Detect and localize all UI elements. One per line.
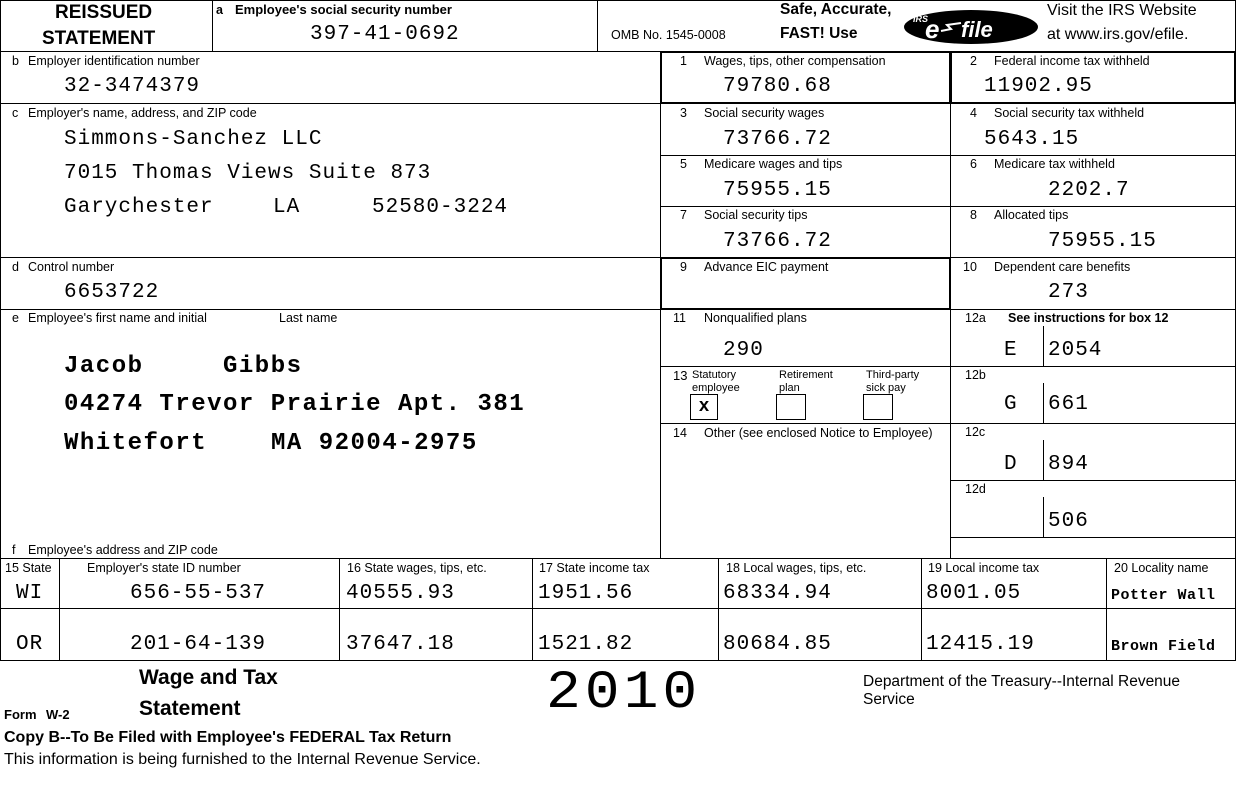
box-b-letter: b [12,54,19,68]
employer-zip: 52580-3224 [372,196,509,219]
box12b-number: 12b [965,368,986,382]
employer-city: Garychester [64,196,214,219]
retirement-label-line2: plan [779,382,800,394]
box10-value: 273 [1048,281,1089,304]
box10-number: 10 [963,260,977,274]
row1-state-tax: 1951.56 [538,582,634,605]
box4-number: 4 [970,106,977,120]
box6-value: 2202.7 [1048,179,1130,202]
svg-text:IRS: IRS [913,14,929,24]
row2-locality: Brown Field [1111,638,1216,655]
employee-state-zip: MA 92004-2975 [271,430,478,457]
box-e-label: Employee's first name and initial [28,311,207,325]
box-f-letter: f [12,543,16,557]
ein-value: 32-3474379 [64,75,201,98]
box-c-letter: c [12,106,19,120]
col-state-tax-header: 17 State income tax [539,561,650,575]
box6-label: Medicare tax withheld [994,157,1115,171]
box-a-label: Employee's social security number [235,2,452,17]
employer-street: 7015 Thomas Views Suite 873 [64,162,432,185]
box-d-letter: d [12,260,19,274]
box12-label: See instructions for box 12 [1008,311,1169,325]
box12c-code: D [1004,453,1018,476]
box2-number: 2 [970,54,977,68]
box-d-label: Control number [28,260,115,274]
control-number-value: 6653722 [64,281,160,304]
row1-local-wages: 68334.94 [723,582,832,605]
box2-label: Federal income tax withheld [994,54,1150,68]
box1-label: Wages, tips, other compensation [704,54,886,68]
col-state-wages-header: 16 State wages, tips, etc. [347,561,487,575]
box1-number: 1 [680,54,687,68]
box9-label: Advance EIC payment [704,260,829,274]
row2-state-tax: 1521.82 [538,633,634,656]
retirement-label-line1: Retirement [779,369,833,381]
box3-number: 3 [680,106,687,120]
box12c-number: 12c [965,425,986,439]
box11-number: 11 [673,311,686,325]
svg-text:file: file [961,17,993,42]
row1-local-tax: 8001.05 [926,582,1022,605]
box12a-value: 2054 [1048,339,1103,362]
box8-value: 75955.15 [1048,230,1157,253]
irs-efile-logo [903,9,1039,45]
tax-year: 2010 [546,664,702,724]
row1-state-id: 656-55-537 [130,582,267,605]
col-local-wages-header: 18 Local wages, tips, etc. [726,561,867,575]
box12a-number: 12a [965,311,986,325]
statutory-employee-checkbox[interactable]: x [690,394,718,420]
box5-value: 75955.15 [723,179,832,202]
box1-value: 79780.68 [723,75,832,98]
row1-state-wages: 40555.93 [346,582,455,605]
row1-locality: Potter Wall [1111,587,1216,604]
box6-number: 6 [970,157,977,171]
row2-local-tax: 12415.19 [926,633,1035,656]
irs-info-line: This information is being furnished to the Internal Revenue Service. [4,751,481,768]
box14-label: Other (see enclosed Notice to Employee) [704,426,933,440]
box8-number: 8 [970,208,977,222]
visit-irs-line1: Visit the IRS Website [1047,2,1197,19]
col-local-tax-header: 19 Local income tax [928,561,1040,575]
treasury-department: Department of the Treasury--Internal Revenue Service [863,673,1181,708]
box12c-value: 894 [1048,453,1089,476]
employee-last-name: Gibbs [223,353,303,380]
box3-value: 73766.72 [723,128,832,151]
box3-label: Social security wages [704,106,825,120]
box2-value: 11902.95 [984,75,1093,98]
last-name-label: Last name [279,311,338,325]
box12d-number: 12d [965,482,986,496]
box9-number: 9 [680,260,687,274]
copy-b-line: Copy B--To Be Filed with Employee's FEDERAL Tax Return [4,729,452,746]
form-label: Form [4,707,37,722]
form-title-line1: Wage and Tax [139,666,278,689]
col-state-id-header: Employer's state ID number [87,561,241,575]
box14-number: 14 [673,426,687,440]
retirement-plan-checkbox[interactable] [776,394,806,420]
box4-value: 5643.15 [984,128,1080,151]
box12a-code: E [1004,339,1018,362]
row2-state-id: 201-64-139 [130,633,267,656]
form-title-line2: Statement [139,697,241,720]
third-party-sick-pay-checkbox[interactable] [863,394,893,420]
col-state-header: 15 State [5,561,52,575]
third-party-label-line2: sick pay [866,382,906,394]
employee-first-name: Jacob [64,353,144,380]
third-party-label-line1: Third-party [866,369,920,381]
box-f-label: Employee's address and ZIP code [28,543,218,557]
svg-text:e: e [925,14,940,44]
box7-number: 7 [680,208,687,222]
row1-state: WI [16,582,44,605]
employee-city: Whitefort [64,430,208,457]
box12d-value: 506 [1048,510,1089,533]
box13-number: 13 [673,368,688,383]
row2-state: OR [16,633,44,656]
form-name: W-2 [46,707,70,722]
col-locality-header: 20 Locality name [1114,561,1209,575]
visit-irs-line2: at www.irs.gov/efile. [1047,26,1189,43]
box10-label: Dependent care benefits [994,260,1131,274]
employer-state: LA [273,196,301,219]
reissued-line1: REISSUED [55,2,153,23]
reissued-line2: STATEMENT [42,28,156,49]
box5-number: 5 [680,157,687,171]
box-b-label: Employer identification number [28,54,200,68]
fast-use-text: FAST! Use [780,25,858,42]
box12b-code: G [1004,393,1018,416]
box-a-letter: a [216,3,223,17]
box7-label: Social security tips [704,208,808,222]
row2-state-wages: 37647.18 [346,633,455,656]
ssn-value: 397-41-0692 [310,23,460,46]
box8-label: Allocated tips [994,208,1069,222]
safe-accurate-text: Safe, Accurate, [780,1,892,18]
employee-street: 04274 Trevor Prairie Apt. 381 [64,391,526,418]
box7-value: 73766.72 [723,230,832,253]
box4-label: Social security tax withheld [994,106,1145,120]
row2-local-wages: 80684.85 [723,633,832,656]
statutory-label-line2: employee [692,382,740,394]
box-c-label: Employer's name, address, and ZIP code [28,106,257,120]
statutory-label-line1: Statutory [692,369,737,381]
omb-number: OMB No. 1545-0008 [611,28,726,42]
employer-name: Simmons-Sanchez LLC [64,128,323,151]
box11-value: 290 [723,339,764,362]
box11-label: Nonqualified plans [704,311,807,325]
box5-label: Medicare wages and tips [704,157,843,171]
box-e-letter: e [12,311,19,325]
box12b-value: 661 [1048,393,1089,416]
